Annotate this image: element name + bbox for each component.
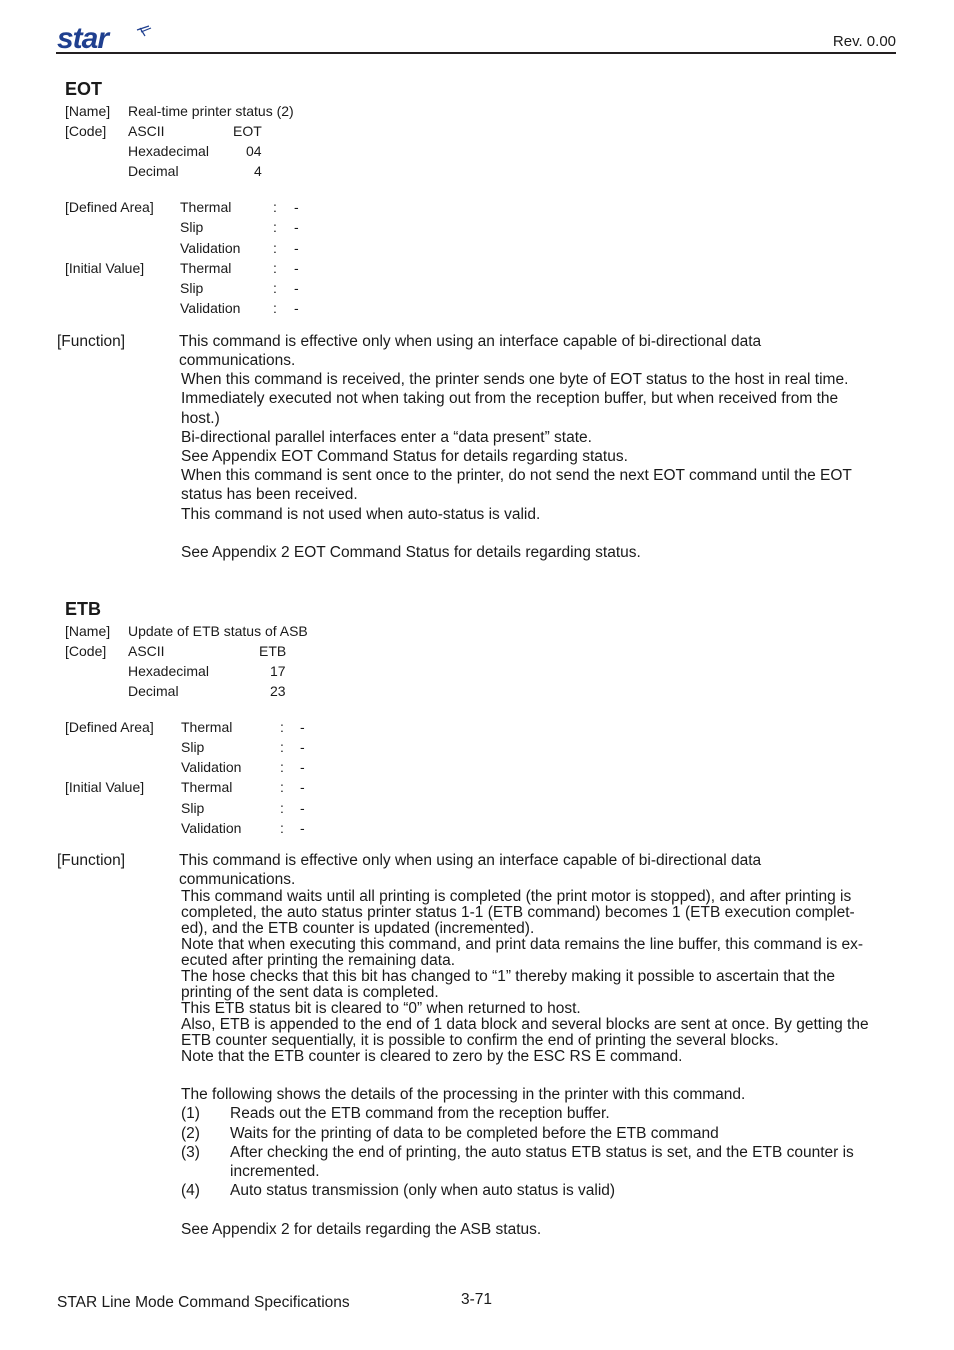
etb-step-text: After checking the end of printing, the auto status ETB status is set, and the ETB counter is — [230, 1144, 854, 1161]
colon: : — [273, 300, 277, 316]
etb-step-number: (2) — [181, 1125, 200, 1142]
revision: Rev. 0.00 — [832, 33, 896, 50]
etb-function-line: The following shows the details of the processing in the printer with this command. — [181, 1086, 746, 1103]
eot-name-label: [Name] — [65, 103, 111, 119]
eot-function-label: [Function] — [57, 333, 126, 350]
eot-function-line: See Appendix EOT Command Status for details regarding status. — [181, 448, 628, 465]
etb-function-line: ed), and the ETB counter is updated (incremented). — [181, 920, 535, 937]
header-rule — [56, 52, 896, 54]
etb-function-line: ecuted after printing the remaining data. — [181, 952, 456, 969]
value: - — [300, 800, 305, 816]
eot-initial-label: [Initial Value] — [65, 260, 145, 276]
eot-function-line: When this command is received, the printer sends one byte of EOT status to the host in real time. — [181, 371, 849, 388]
etb-step-number: (1) — [181, 1105, 200, 1122]
eot-initial-slip: Slip — [180, 280, 204, 296]
etb-code-ascii-value: ETB — [259, 643, 287, 659]
eot-code-dec-value: 4 — [254, 163, 262, 179]
eot-initial-thermal: Thermal — [180, 260, 232, 276]
colon: : — [280, 800, 284, 816]
etb-final-note: See Appendix 2 for details regarding the ASB status. — [181, 1221, 542, 1238]
colon: : — [273, 260, 277, 276]
eot-name-value: Real-time printer status (2) — [128, 103, 294, 119]
value: - — [294, 219, 299, 235]
etb-defined-slip: Slip — [181, 739, 205, 755]
etb-defined-thermal: Thermal — [181, 719, 233, 735]
colon: : — [273, 240, 277, 256]
etb-code-dec-value: 23 — [270, 683, 286, 699]
colon: : — [273, 219, 277, 235]
etb-defined-validation: Validation — [181, 759, 242, 775]
etb-name-value: Update of ETB status of ASB — [128, 623, 308, 639]
etb-initial-label: [Initial Value] — [65, 779, 145, 795]
eot-function-line: This command is effective only when using an interface capable of bi-directional data — [179, 333, 762, 350]
etb-step-text: Auto status transmission (only when auto status is valid) — [230, 1182, 616, 1199]
eot-function-line: See Appendix 2 EOT Command Status for details regarding status. — [181, 544, 641, 561]
eot-code-hex-label: Hexadecimal — [128, 143, 209, 159]
colon: : — [273, 199, 277, 215]
etb-function-line: Note that when executing this command, and print data remains the line buffer, this command is ex- — [181, 936, 864, 953]
eot-function-line: communications. — [179, 352, 296, 369]
etb-code-hex-label: Hexadecimal — [128, 663, 209, 679]
eot-function-line: When this command is sent once to the printer, do not send the next EOT command until the EOT — [181, 467, 852, 484]
etb-code-dec-label: Decimal — [128, 683, 179, 699]
value: - — [300, 779, 305, 795]
etb-function-line: ETB counter sequentially, it is possible to confirm the end of printing the several blocks. — [181, 1032, 779, 1049]
etb-function-line: This ETB status bit is cleared to “0” when returned to host. — [181, 1000, 581, 1017]
star-logo — [57, 24, 152, 52]
eot-code-ascii-label: ASCII — [128, 123, 165, 139]
etb-function-line: completed, the auto status printer status 1-1 (ETB command) becomes 1 (ETB execution complet- — [181, 904, 855, 921]
etb-function-line: printing of the sent data is completed. — [181, 984, 439, 1001]
eot-function-line: host.) — [181, 410, 220, 427]
eot-code-hex-value: 04 — [246, 143, 262, 159]
colon: : — [273, 280, 277, 296]
value: - — [300, 739, 305, 755]
eot-defined-thermal: Thermal — [180, 199, 232, 215]
etb-code-label: [Code] — [65, 643, 107, 659]
value: - — [294, 260, 299, 276]
etb-step-text-continued: incremented. — [230, 1163, 320, 1180]
etb-function-line: Also, ETB is appended to the end of 1 data block and several blocks are sent at once. By getting the — [181, 1016, 869, 1033]
eot-function-line: Immediately executed not when taking out from the reception buffer, but when received from the — [181, 390, 839, 407]
etb-step-number: (3) — [181, 1144, 200, 1161]
etb-initial-validation: Validation — [181, 820, 242, 836]
etb-step-text: Reads out the ETB command from the reception buffer. — [230, 1105, 610, 1122]
etb-initial-slip: Slip — [181, 800, 205, 816]
value: - — [294, 240, 299, 256]
eot-title: EOT — [65, 79, 103, 99]
svg-text:star: star — [57, 24, 109, 52]
etb-function-line: This command waits until all printing is completed (the print motor is stopped), and after printing is — [181, 888, 852, 905]
colon: : — [280, 820, 284, 836]
eot-code-ascii-value: EOT — [233, 123, 262, 139]
etb-code-hex-value: 17 — [270, 663, 286, 679]
eot-defined-label: [Defined Area] — [65, 199, 154, 215]
eot-code-label: [Code] — [65, 123, 107, 139]
eot-code-dec-label: Decimal — [128, 163, 179, 179]
etb-function-line: communications. — [179, 871, 296, 888]
page-number: 3-71 — [461, 1291, 493, 1308]
etb-initial-thermal: Thermal — [181, 779, 233, 795]
etb-defined-label: [Defined Area] — [65, 719, 154, 735]
value: - — [300, 820, 305, 836]
footer-doc-title: STAR Line Mode Command Specifications — [57, 1294, 350, 1311]
eot-function-line: This command is not used when auto-status is valid. — [181, 506, 541, 523]
eot-function-line: Bi-directional parallel interfaces enter a “data present” state. — [181, 429, 592, 446]
colon: : — [280, 739, 284, 755]
eot-initial-validation: Validation — [180, 300, 241, 316]
etb-function-label: [Function] — [57, 852, 126, 869]
value: - — [300, 719, 305, 735]
colon: : — [280, 759, 284, 775]
eot-defined-slip: Slip — [180, 219, 204, 235]
etb-step-number: (4) — [181, 1182, 200, 1199]
colon: : — [280, 719, 284, 735]
etb-title: ETB — [65, 599, 101, 619]
value: - — [300, 759, 305, 775]
etb-function-line: The hose checks that this bit has changed to “1” thereby making it possible to ascertain that the — [181, 968, 835, 985]
etb-function-line: Note that the ETB counter is cleared to zero by the ESC RS E command. — [181, 1048, 683, 1065]
eot-function-line: status has been received. — [181, 486, 358, 503]
value: - — [294, 300, 299, 316]
value: - — [294, 280, 299, 296]
etb-step-text: Waits for the printing of data to be completed before the ETB command — [230, 1125, 719, 1142]
etb-code-ascii-label: ASCII — [128, 643, 165, 659]
value: - — [294, 199, 299, 215]
etb-function-line: This command is effective only when using an interface capable of bi-directional data — [179, 852, 762, 869]
etb-name-label: [Name] — [65, 623, 111, 639]
eot-defined-validation: Validation — [180, 240, 241, 256]
colon: : — [280, 779, 284, 795]
